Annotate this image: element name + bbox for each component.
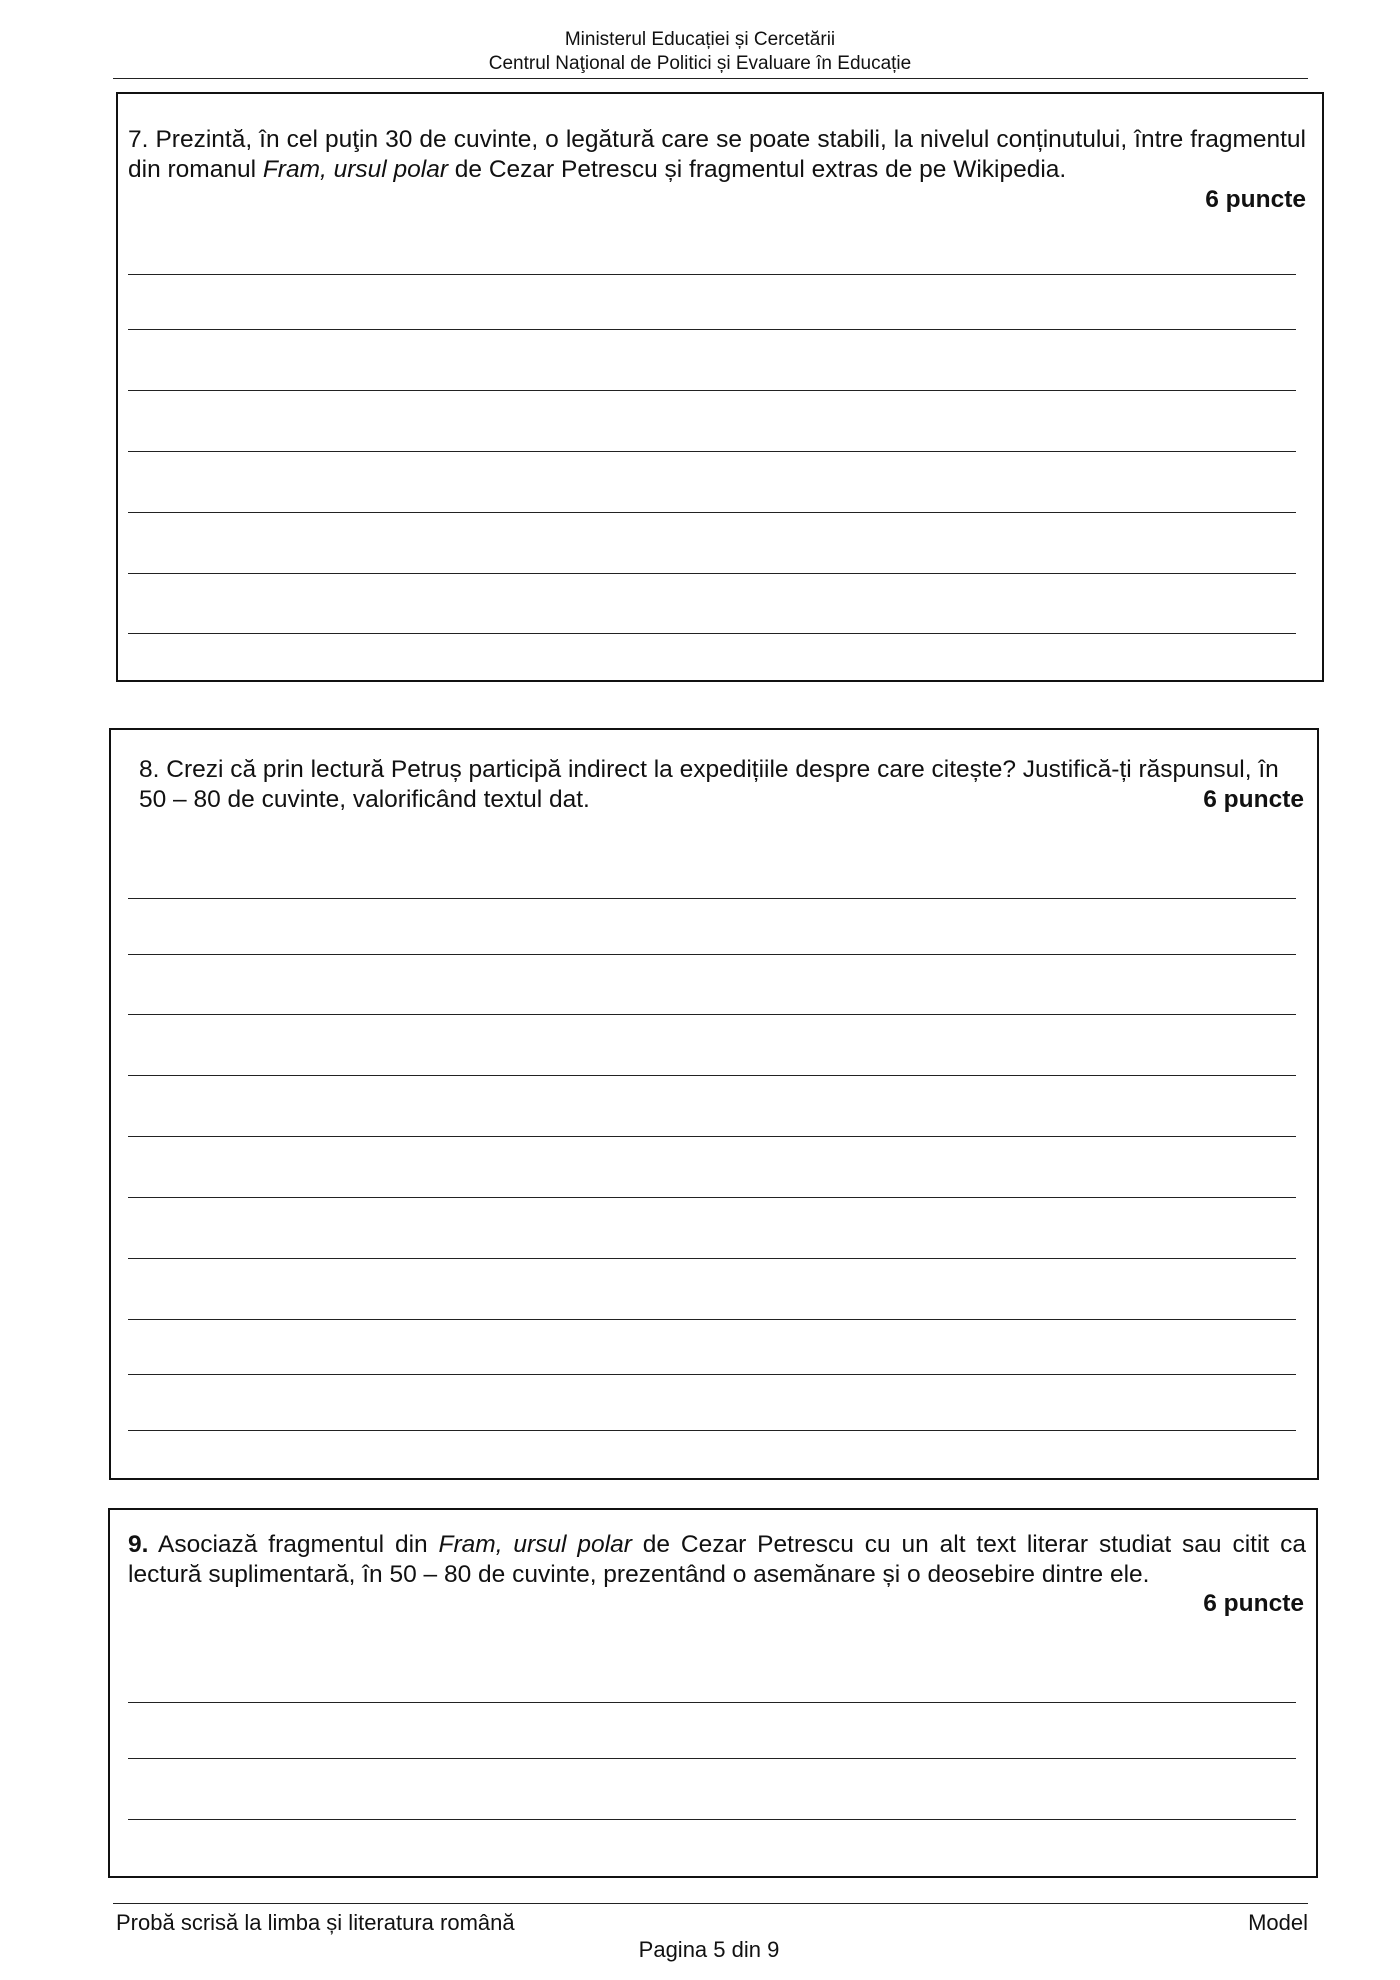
answer-line[interactable] [128, 451, 1296, 452]
header-divider [113, 78, 1308, 79]
question-7-number: 7. [128, 126, 149, 153]
answer-line[interactable] [128, 954, 1296, 955]
question-7-title-italic: Fram, ursul polar [262, 156, 448, 183]
question-7-text [128, 125, 1306, 185]
question-9-title-italic: Fram, ursul polar [438, 1531, 632, 1558]
answer-line[interactable] [128, 1430, 1296, 1431]
answer-line[interactable] [128, 390, 1296, 391]
question-7-points: 6 puncte [1205, 186, 1306, 213]
question-9-prompt-end: de Cezar Petrescu cu un alt text literar studiat sau citit ca lectură suplimentară, în 50 – 80 de cuvinte, prezentând o asemănare și o deosebire dintre ele. [128, 1531, 1306, 1588]
question-8-number: 8. [139, 756, 160, 783]
answer-line[interactable] [128, 1819, 1296, 1820]
answer-line[interactable] [128, 1758, 1296, 1759]
header-center: Centrul Naţional de Politici și Evaluare în Educație [488, 53, 912, 74]
footer-divider [113, 1903, 1308, 1904]
answer-line[interactable] [128, 274, 1296, 275]
answer-line[interactable] [128, 1197, 1296, 1198]
question-9-text [128, 1530, 1306, 1590]
header-ministry: Ministerul Educației și Cercetării [564, 29, 836, 50]
answer-line[interactable] [128, 1319, 1296, 1320]
answer-line[interactable] [128, 1258, 1296, 1259]
footer-page-number: Pagina 5 din 9 [638, 1937, 780, 1962]
answer-line[interactable] [128, 329, 1296, 330]
question-9-points: 6 puncte [1203, 1590, 1304, 1617]
answer-line[interactable] [128, 1702, 1296, 1703]
answer-line[interactable] [128, 1075, 1296, 1076]
answer-line[interactable] [128, 633, 1296, 634]
question-7-prompt-end: de Cezar Petrescu și fragmentul extras de pe Wikipedia. [448, 156, 1067, 183]
question-9-number: 9. [128, 1531, 149, 1558]
question-9-prompt-start: Asociază fragmentul din [157, 1531, 439, 1558]
question-8-box [109, 728, 1319, 1480]
question-8-points: 6 puncte [1203, 786, 1304, 813]
answer-line[interactable] [128, 1374, 1296, 1375]
footer-model-label: Model [1248, 1910, 1308, 1935]
question-7-prompt-start: Prezintă, în cel puţin 30 de cuvinte, o legătură care se poate stabili, la nivelul conținutului, între fragmentul din romanul [128, 126, 1306, 183]
answer-line[interactable] [128, 1136, 1296, 1137]
footer-exam-title: Probă scrisă la limba și literatura română [116, 1910, 515, 1935]
question-8-text [139, 755, 1304, 815]
document-header [0, 28, 1400, 76]
answer-line[interactable] [128, 512, 1296, 513]
question-8-prompt: Crezi că prin lectură Petruș participă indirect la expedițiile despre care citește? Justifică-ți răspunsul, în 50 – 80 de cuvinte, valorificând textul dat. [139, 756, 1279, 813]
answer-line[interactable] [128, 573, 1296, 574]
answer-line[interactable] [128, 898, 1296, 899]
answer-line[interactable] [128, 1014, 1296, 1015]
